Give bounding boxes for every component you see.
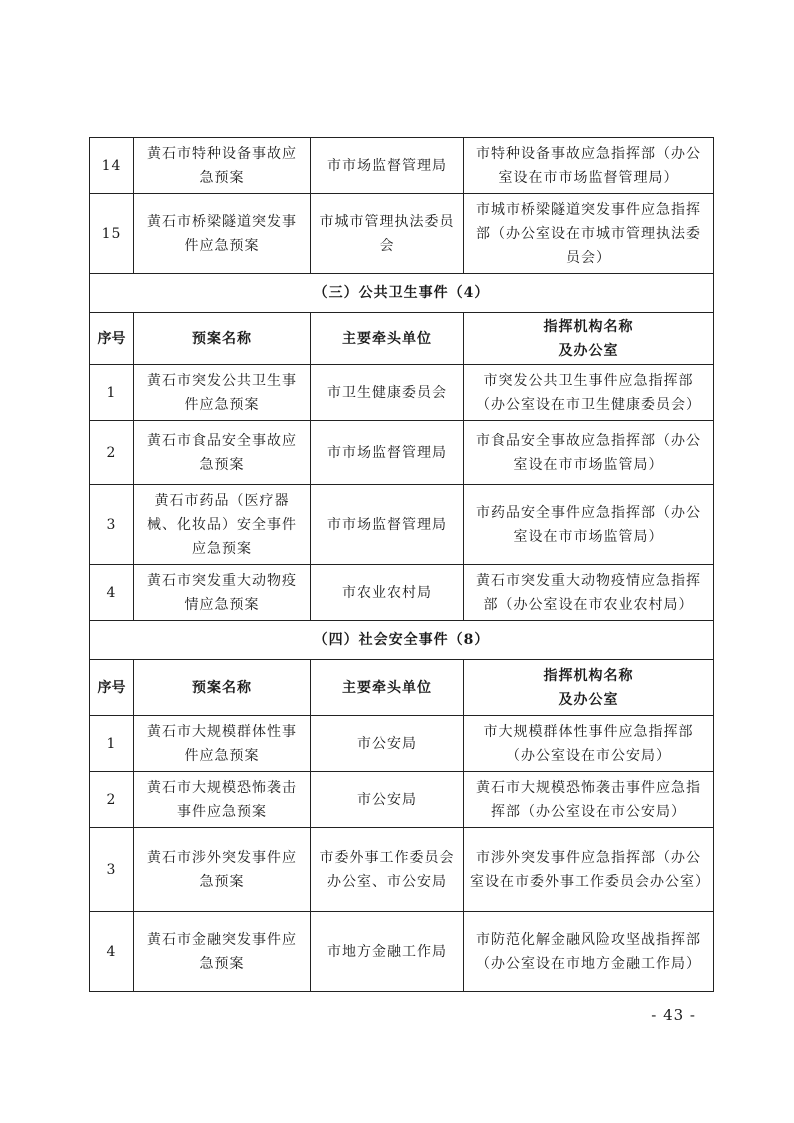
header-plan-name: 预案名称 [134, 660, 311, 716]
row-number: 1 [90, 365, 134, 421]
table-row [90, 912, 714, 992]
header-number: 序号 [90, 660, 134, 716]
lead-unit: 市市场监督管理局 [311, 485, 464, 565]
table-row [90, 565, 714, 621]
header-plan-name: 预案名称 [134, 313, 311, 365]
table-row [90, 138, 714, 194]
row-number: 15 [90, 194, 134, 274]
header-command-office [464, 313, 714, 365]
row-number: 3 [90, 828, 134, 912]
command-office: 市大规模群体性事件应急指挥部（办公室设在市公安局） [464, 716, 714, 772]
header-number: 序号 [90, 313, 134, 365]
lead-unit: 市公安局 [311, 772, 464, 828]
table-row [90, 194, 714, 274]
header-command-line1: 指挥机构名称 [543, 318, 634, 335]
section-title-row [90, 274, 714, 313]
plan-name: 黄石市突发公共卫生事件应急预案 [134, 365, 311, 421]
section-title: （四）社会安全事件（8） [90, 621, 714, 660]
plan-name: 黄石市大规模群体性事件应急预案 [134, 716, 311, 772]
row-number: 2 [90, 421, 134, 485]
command-office: 黄石市大规模恐怖袭击事件应急指挥部（办公室设在市公安局） [464, 772, 714, 828]
command-office: 市城市桥梁隧道突发事件应急指挥部（办公室设在市城市管理执法委员会） [464, 194, 714, 274]
table-row [90, 716, 714, 772]
table-row [90, 828, 714, 912]
plan-name: 黄石市特种设备事故应急预案 [134, 138, 311, 194]
header-command-line1: 指挥机构名称 [543, 667, 634, 684]
lead-unit: 市地方金融工作局 [311, 912, 464, 992]
plan-name: 黄石市食品安全事故应急预案 [134, 421, 311, 485]
page-number: - 43 - [651, 1006, 696, 1024]
table-row [90, 485, 714, 565]
section-title: （三）公共卫生事件（4） [90, 274, 714, 313]
command-office: 市食品安全事故应急指挥部（办公室设在市市场监管局） [464, 421, 714, 485]
lead-unit: 市卫生健康委员会 [311, 365, 464, 421]
table-row [90, 365, 714, 421]
header-lead-unit: 主要牵头单位 [311, 660, 464, 716]
row-number: 4 [90, 565, 134, 621]
row-number: 14 [90, 138, 134, 194]
table-row [90, 421, 714, 485]
header-row [90, 660, 714, 716]
command-office: 市特种设备事故应急指挥部（办公室设在市市场监督管理局） [464, 138, 714, 194]
command-office: 市药品安全事件应急指挥部（办公室设在市市场监管局） [464, 485, 714, 565]
lead-unit: 市农业农村局 [311, 565, 464, 621]
table-row [90, 772, 714, 828]
command-office: 市防范化解金融风险攻坚战指挥部（办公室设在市地方金融工作局） [464, 912, 714, 992]
row-number: 3 [90, 485, 134, 565]
row-number: 4 [90, 912, 134, 992]
plan-name: 黄石市金融突发事件应急预案 [134, 912, 311, 992]
plan-name: 黄石市突发重大动物疫情应急预案 [134, 565, 311, 621]
lead-unit: 市城市管理执法委员会 [311, 194, 464, 274]
header-row [90, 313, 714, 365]
header-command-office [464, 660, 714, 716]
row-number: 1 [90, 716, 134, 772]
row-number: 2 [90, 772, 134, 828]
lead-unit: 市市场监督管理局 [311, 138, 464, 194]
lead-unit: 市公安局 [311, 716, 464, 772]
plan-name: 黄石市大规模恐怖袭击事件应急预案 [134, 772, 311, 828]
header-command-line2: 及办公室 [558, 691, 619, 708]
plan-name: 黄石市桥梁隧道突发事件应急预案 [134, 194, 311, 274]
command-office: 市涉外突发事件应急指挥部（办公室设在市委外事工作委员会办公室） [464, 828, 714, 912]
header-command-line2: 及办公室 [558, 342, 619, 359]
header-lead-unit: 主要牵头单位 [311, 313, 464, 365]
plan-name: 黄石市药品（医疗器械、化妆品）安全事件应急预案 [134, 485, 311, 565]
section-title-row [90, 621, 714, 660]
command-office: 市突发公共卫生事件应急指挥部（办公室设在市卫生健康委员会） [464, 365, 714, 421]
lead-unit: 市委外事工作委员会办公室、市公安局 [311, 828, 464, 912]
command-office: 黄石市突发重大动物疫情应急指挥部（办公室设在市农业农村局） [464, 565, 714, 621]
plan-name: 黄石市涉外突发事件应急预案 [134, 828, 311, 912]
emergency-plan-table [89, 137, 714, 992]
lead-unit: 市市场监督管理局 [311, 421, 464, 485]
